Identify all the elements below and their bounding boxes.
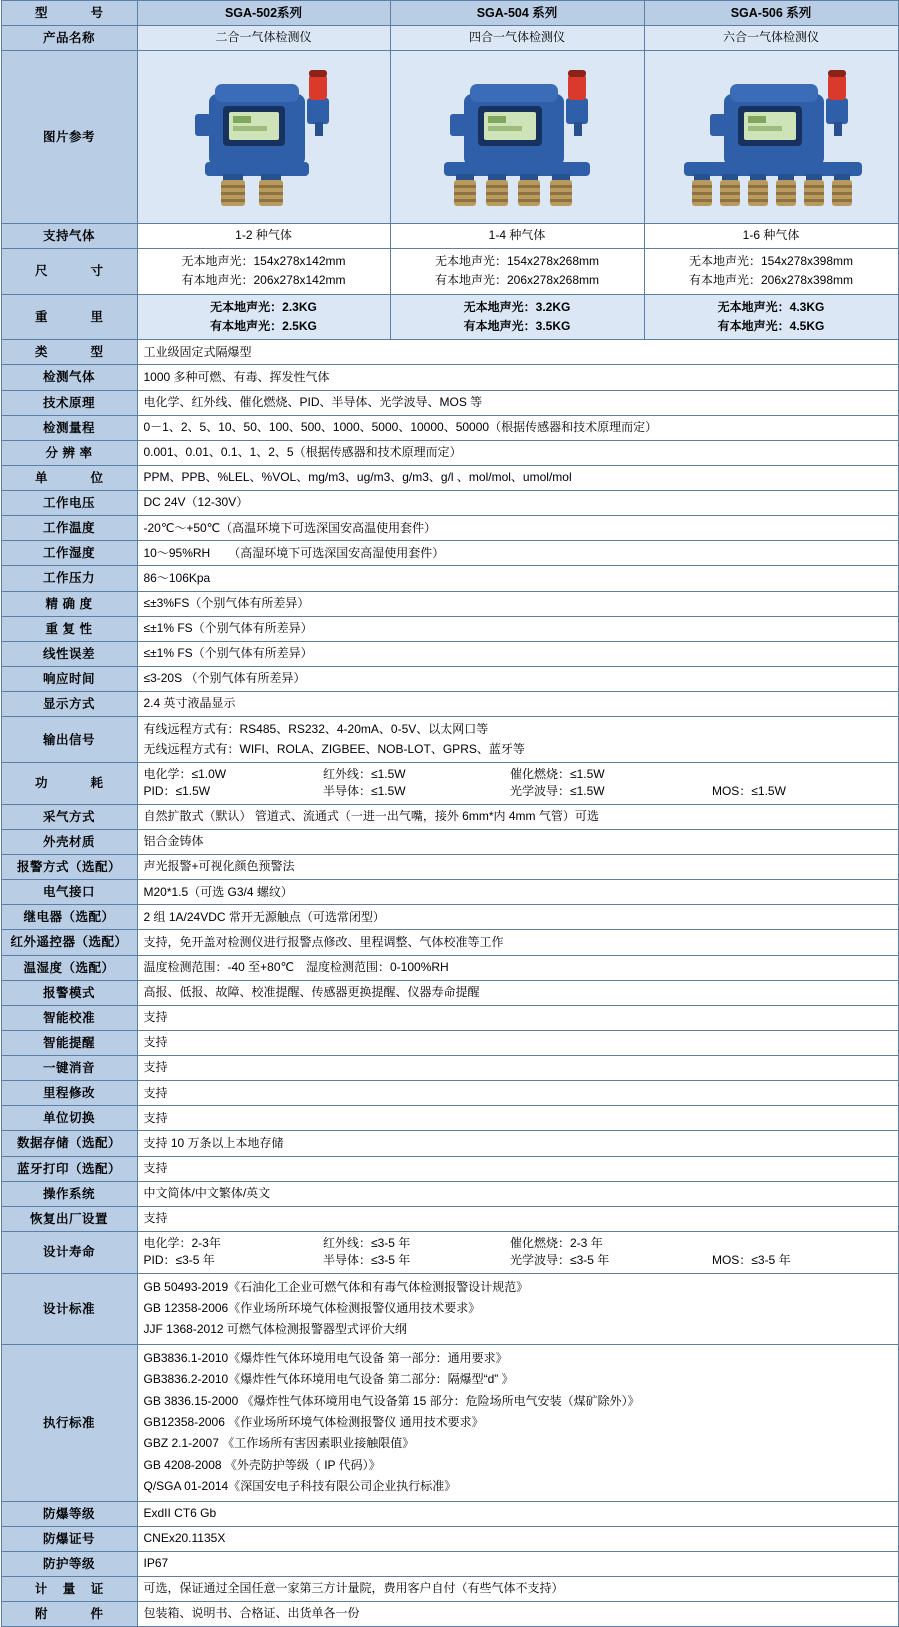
table-row-tech-principle — [1, 390, 898, 415]
row-label-type: 类 型 — [1, 340, 137, 365]
table-row-resolution — [1, 440, 898, 465]
power-optical-waveguide: 光学波导：≤1.5W — [510, 784, 605, 799]
device-illustration-4-sensor — [398, 54, 636, 214]
table-row-ex-cert — [1, 1526, 898, 1551]
spec-table — [1, 0, 899, 1627]
row-label-output: 输出信号 — [1, 717, 137, 763]
output-wireless: 无线远程方式有：WIFI、ROLA、ZIGBEE、NOB-LOT、GPRS、蓝牙等 — [143, 741, 525, 756]
row-value-alarm-modes: 高报、低报、故障、校准提醒、传感器更换提醒、仪器寿命提醒 — [137, 980, 898, 1005]
lifespan-electrochemical: 电化学：2-3年 — [143, 1235, 221, 1250]
row-value-display: 2.4 英寸液晶显示 — [137, 692, 898, 717]
row-value-type: 工业级固定式隔爆型 — [137, 340, 898, 365]
table-row-relay-opt — [1, 905, 898, 930]
row-value-work-pressure: 86～106Kpa — [137, 566, 898, 591]
lifespan-mos: MOS：≤3-5 年 — [711, 1253, 791, 1268]
table-row-bt-print-opt — [1, 1156, 898, 1181]
row-value-bt-print-opt: 支持 — [137, 1156, 898, 1181]
exec-std-2: GB3836.2-2010《爆炸性气体环境用电气设备 第二部分：隔爆型“d” 》 — [143, 1372, 514, 1387]
row-label-factory-reset: 恢复出厂设置 — [1, 1206, 137, 1231]
row-label-temp-humi-opt: 温湿度（选配） — [1, 955, 137, 980]
weight-506 — [644, 294, 898, 340]
exec-std-4: GB12358-2006 《作业场所环境气体检测报警仪 通用技术要求》 — [143, 1415, 484, 1430]
table-row-work-humidity — [1, 541, 898, 566]
row-label-exec-std: 执行标准 — [1, 1344, 137, 1501]
row-value-unit: PPM、PPB、%LEL、%VOL、mg/m3、ug/m3、g/m3、g/l 、mol/mol、umol/mol — [137, 465, 898, 490]
power-electrochemical: 电化学：≤1.0W — [143, 766, 227, 781]
row-value-range: 0－1、2、5、10、50、100、500、1000、5000、10000、50000（根据传感器和技术原理而定） — [137, 415, 898, 440]
weight-504 — [390, 294, 644, 340]
row-value-voltage: DC 24V（12-30V） — [137, 491, 898, 516]
device-image-502 — [137, 51, 390, 223]
size-502 — [137, 248, 390, 294]
weight-506-line1: 无本地声光：4.3KG — [717, 299, 825, 314]
table-row-sampling — [1, 804, 898, 829]
row-label-data-store-opt: 数据存储（选配） — [1, 1131, 137, 1156]
lifespan-optical-waveguide: 光学波导：≤3-5 年 — [510, 1253, 610, 1268]
row-value-response: ≤3-20S （个别气体有所差异） — [137, 666, 898, 691]
row-value-output — [137, 717, 898, 763]
row-label-shell: 外壳材质 — [1, 829, 137, 854]
row-value-work-humidity: 10～95%RH （高湿环境下可选深国安高湿使用套件） — [137, 541, 898, 566]
row-label-support-gas: 支持气体 — [1, 223, 137, 248]
table-row-ip-level — [1, 1551, 898, 1576]
device-illustration-6-sensor — [652, 54, 890, 214]
power-line1 — [144, 766, 892, 783]
row-label-tech-principle: 技术原理 — [1, 390, 137, 415]
table-row-smart-remind — [1, 1030, 898, 1055]
lifespan-infrared: 红外线：≤3-5 年 — [323, 1235, 411, 1250]
table-row-detect-gas — [1, 365, 898, 390]
row-label-weight: 重 里 — [1, 294, 137, 340]
row-label-sampling: 采气方式 — [1, 804, 137, 829]
size-504 — [390, 248, 644, 294]
table-row-lifespan — [1, 1231, 898, 1273]
row-value-smart-cal: 支持 — [137, 1005, 898, 1030]
design-std-2: GB 12358-2006《作业场所环境气体检测报警仪通用技术要求》 — [143, 1301, 481, 1316]
table-row-temp-humi-opt — [1, 955, 898, 980]
row-value-alarm-mode-opt: 声光报警+可视化颜色预警法 — [137, 855, 898, 880]
row-value-tech-principle: 电化学、红外线、催化燃烧、PID、半导体、光学波导、MOS 等 — [137, 390, 898, 415]
table-row-image-ref — [1, 51, 898, 223]
row-label-detect-gas: 检测气体 — [1, 365, 137, 390]
row-label-work-humidity: 工作湿度 — [1, 541, 137, 566]
row-label-os: 操作系统 — [1, 1181, 137, 1206]
lifespan-semiconductor: 半导体：≤3-5 年 — [323, 1253, 411, 1268]
device-svg-502 — [149, 54, 379, 214]
table-row-range-modify — [1, 1081, 898, 1106]
row-label-voltage: 工作电压 — [1, 491, 137, 516]
row-label-range-modify: 里程修改 — [1, 1081, 137, 1106]
row-label-size: 尺 寸 — [1, 248, 137, 294]
row-value-design-std — [137, 1273, 898, 1344]
product-name-506: 六合一气体检测仪 — [644, 26, 898, 51]
row-value-range-modify: 支持 — [137, 1081, 898, 1106]
row-value-relay-opt: 2 组 1A/24VDC 常开无源触点（可选常闭型） — [137, 905, 898, 930]
row-label-ip-level: 防护等级 — [1, 1551, 137, 1576]
table-row-model — [1, 1, 898, 26]
power-semiconductor: 半导体：≤1.5W — [323, 784, 406, 799]
table-row-repeatability — [1, 616, 898, 641]
table-row-work-pressure — [1, 566, 898, 591]
table-row-power — [1, 762, 898, 804]
row-value-ex-cert: CNEx20.1135X — [137, 1526, 898, 1551]
row-value-temp-humi-opt: 温度检测范围：-40 至+80℃ 湿度检测范围：0-100%RH — [137, 955, 898, 980]
table-row-voltage — [1, 491, 898, 516]
row-value-power — [137, 762, 898, 804]
row-value-electrical-port: M20*1.5（可选 G3/4 螺纹） — [137, 880, 898, 905]
design-std-1: GB 50493-2019《石油化工企业可燃气体和有毒气体检测报警设计规范》 — [143, 1279, 529, 1294]
row-label-bt-print-opt: 蓝牙打印（选配） — [1, 1156, 137, 1181]
row-label-image-ref: 图片参考 — [1, 51, 137, 223]
row-label-relay-opt: 继电器（选配） — [1, 905, 137, 930]
size-506-line1: 无本地声光：154x278x398mm — [688, 253, 854, 268]
row-label-metrology-cert: 计 量 证 — [1, 1576, 137, 1601]
row-value-ex-level: ExdII CT6 Gb — [137, 1501, 898, 1526]
device-illustration-2-sensor — [149, 54, 379, 214]
table-row-alarm-modes — [1, 980, 898, 1005]
size-504-line1: 无本地声光：154x278x268mm — [434, 253, 600, 268]
model-506: SGA-506 系列 — [644, 1, 898, 26]
exec-std-6: GB 4208-2008 《外壳防护等级（ IP 代码）》 — [143, 1457, 381, 1472]
row-label-smart-remind: 智能提醒 — [1, 1030, 137, 1055]
table-row-type — [1, 340, 898, 365]
row-value-work-temp: -20℃～+50℃（高温环境下可选深国安高温使用套件） — [137, 516, 898, 541]
table-row-design-std — [1, 1273, 898, 1344]
power-line2 — [144, 783, 892, 800]
row-label-accessories: 附 件 — [1, 1602, 137, 1627]
row-value-smart-remind: 支持 — [137, 1030, 898, 1055]
table-row-display — [1, 692, 898, 717]
row-value-repeatability: ≤±1% FS（个别气体有所差异） — [137, 616, 898, 641]
table-row-ex-level — [1, 1501, 898, 1526]
row-label-ex-cert: 防爆证号 — [1, 1526, 137, 1551]
table-row-accuracy — [1, 591, 898, 616]
product-name-504: 四合一气体检测仪 — [390, 26, 644, 51]
row-value-unit-switch: 支持 — [137, 1106, 898, 1131]
table-row-size — [1, 248, 898, 294]
table-row-linearity — [1, 641, 898, 666]
weight-504-line2: 有本地声光：3.5KG — [463, 318, 571, 333]
lifespan-pid: PID：≤3-5 年 — [143, 1253, 215, 1268]
row-value-data-store-opt: 支持 10 万条以上本地存储 — [137, 1131, 898, 1156]
row-value-detect-gas: 1000 多种可燃、有毒、挥发性气体 — [137, 365, 898, 390]
table-row-smart-cal — [1, 1005, 898, 1030]
row-label-display: 显示方式 — [1, 692, 137, 717]
row-label-electrical-port: 电气接口 — [1, 880, 137, 905]
table-row-unit-switch — [1, 1106, 898, 1131]
device-image-506 — [644, 51, 898, 223]
exec-std-3: GB 3836.15-2000 《爆炸性气体环境用电气设备第 15 部分：危险场所电气安装（煤矿除外）》 — [143, 1393, 640, 1408]
design-std-3: JJF 1368-2012 可燃气体检测报警器型式评价大纲 — [143, 1322, 407, 1337]
row-label-work-pressure: 工作压力 — [1, 566, 137, 591]
lifespan-line2 — [144, 1252, 892, 1269]
row-label-work-temp: 工作温度 — [1, 516, 137, 541]
weight-506-line2: 有本地声光：4.5KG — [717, 318, 825, 333]
table-row-work-temp — [1, 516, 898, 541]
weight-504-line1: 无本地声光：3.2KG — [463, 299, 571, 314]
table-row-support-gas — [1, 223, 898, 248]
weight-502-line1: 无本地声光：2.3KG — [210, 299, 317, 314]
row-value-exec-std — [137, 1344, 898, 1501]
size-502-line1: 无本地声光：154x278x142mm — [181, 253, 346, 268]
row-label-product-name: 产品名称 — [1, 26, 137, 51]
row-value-factory-reset: 支持 — [137, 1206, 898, 1231]
row-label-unit-switch: 单位切换 — [1, 1106, 137, 1131]
table-row-product-name — [1, 26, 898, 51]
table-row-factory-reset — [1, 1206, 898, 1231]
table-row-alarm-mode-opt — [1, 855, 898, 880]
size-506 — [644, 248, 898, 294]
power-pid: PID：≤1.5W — [143, 784, 211, 799]
lifespan-blank — [712, 1235, 877, 1252]
row-label-unit: 单 位 — [1, 465, 137, 490]
power-catalytic: 催化燃烧：≤1.5W — [510, 766, 605, 781]
table-row-shell — [1, 829, 898, 854]
table-row-data-store-opt — [1, 1131, 898, 1156]
row-label-alarm-mode-opt: 报警方式（选配） — [1, 855, 137, 880]
table-row-metrology-cert — [1, 1576, 898, 1601]
row-label-linearity: 线性误差 — [1, 641, 137, 666]
power-infrared: 红外线：≤1.5W — [323, 766, 406, 781]
row-label-one-key-mute: 一键消音 — [1, 1056, 137, 1081]
row-label-range: 检测量程 — [1, 415, 137, 440]
row-value-ip-level: IP67 — [137, 1551, 898, 1576]
support-gas-504: 1-4 种气体 — [390, 223, 644, 248]
row-value-metrology-cert: 可选，保证通过全国任意一家第三方计量院，费用客户自付（有些气体不支持） — [137, 1576, 898, 1601]
output-wired: 有线远程方式有：RS485、RS232、4-20mA、0-5V、以太网口等 — [143, 722, 489, 737]
row-label-lifespan: 设计寿命 — [1, 1231, 137, 1273]
table-row-accessories — [1, 1602, 898, 1627]
exec-std-1: GB3836.1-2010《爆炸性气体环境用电气设备 第一部分：通用要求》 — [143, 1350, 508, 1365]
support-gas-502: 1-2 种气体 — [137, 223, 390, 248]
table-row-output — [1, 717, 898, 763]
device-svg-504 — [398, 54, 636, 214]
weight-502-line2: 有本地声光：2.5KG — [210, 318, 317, 333]
row-value-accessories: 包装箱、说明书、合格证、出货单各一份 — [137, 1602, 898, 1627]
row-value-sampling: 自然扩散式（默认） 管道式、流通式（一进一出气嘴，接外 6mm*内 4mm 气管）可选 — [137, 804, 898, 829]
row-label-response: 响应时间 — [1, 666, 137, 691]
table-row-unit — [1, 465, 898, 490]
row-label-design-std: 设计标准 — [1, 1273, 137, 1344]
lifespan-line1 — [144, 1235, 892, 1252]
row-value-lifespan — [137, 1231, 898, 1273]
row-value-linearity: ≤±1% FS（个别气体有所差异） — [137, 641, 898, 666]
product-name-502: 二合一气体检测仪 — [137, 26, 390, 51]
power-mos: MOS：≤1.5W — [711, 784, 786, 799]
table-row-ir-remote-opt — [1, 930, 898, 955]
row-label-ir-remote-opt: 红外遥控器（选配） — [1, 930, 137, 955]
row-label-ex-level: 防爆等级 — [1, 1501, 137, 1526]
size-506-line2: 有本地声光：206x278x398mm — [688, 273, 854, 288]
size-502-line2: 有本地声光：206x278x142mm — [181, 273, 346, 288]
table-row-weight — [1, 294, 898, 340]
table-row-range — [1, 415, 898, 440]
device-image-504 — [390, 51, 644, 223]
lifespan-catalytic: 催化燃烧：2-3 年 — [510, 1235, 603, 1250]
table-row-electrical-port — [1, 880, 898, 905]
device-svg-506 — [652, 54, 890, 214]
row-value-ir-remote-opt: 支持，免开盖对检测仪进行报警点修改、里程调整、气体校准等工作 — [137, 930, 898, 955]
model-502: SGA-502系列 — [137, 1, 390, 26]
table-row-response — [1, 666, 898, 691]
row-value-resolution: 0.001、0.01、0.1、1、2、5（根据传感器和技术原理而定） — [137, 440, 898, 465]
model-504: SGA-504 系列 — [390, 1, 644, 26]
row-label-smart-cal: 智能校准 — [1, 1005, 137, 1030]
support-gas-506: 1-6 种气体 — [644, 223, 898, 248]
table-row-exec-std — [1, 1344, 898, 1501]
row-value-accuracy: ≤±3%FS（个别气体有所差异） — [137, 591, 898, 616]
row-value-one-key-mute: 支持 — [137, 1056, 898, 1081]
table-row-os — [1, 1181, 898, 1206]
exec-std-5: GBZ 2.1-2007 《工作场所有害因素职业接触限值》 — [143, 1436, 415, 1451]
power-blank — [712, 766, 877, 783]
size-504-line2: 有本地声光：206x278x268mm — [434, 273, 600, 288]
row-label-accuracy: 精 确 度 — [1, 591, 137, 616]
row-label-alarm-modes: 报警模式 — [1, 980, 137, 1005]
row-label-power: 功 耗 — [1, 762, 137, 804]
exec-std-7: Q/SGA 01-2014《深国安电子科技有限公司企业执行标准》 — [143, 1479, 457, 1494]
table-row-one-key-mute — [1, 1056, 898, 1081]
row-label-model: 型 号 — [1, 1, 137, 26]
row-label-repeatability: 重 复 性 — [1, 616, 137, 641]
row-value-shell: 铝合金铸体 — [137, 829, 898, 854]
weight-502 — [137, 294, 390, 340]
row-label-resolution: 分 辨 率 — [1, 440, 137, 465]
row-value-os: 中文简体/中文繁体/英文 — [137, 1181, 898, 1206]
